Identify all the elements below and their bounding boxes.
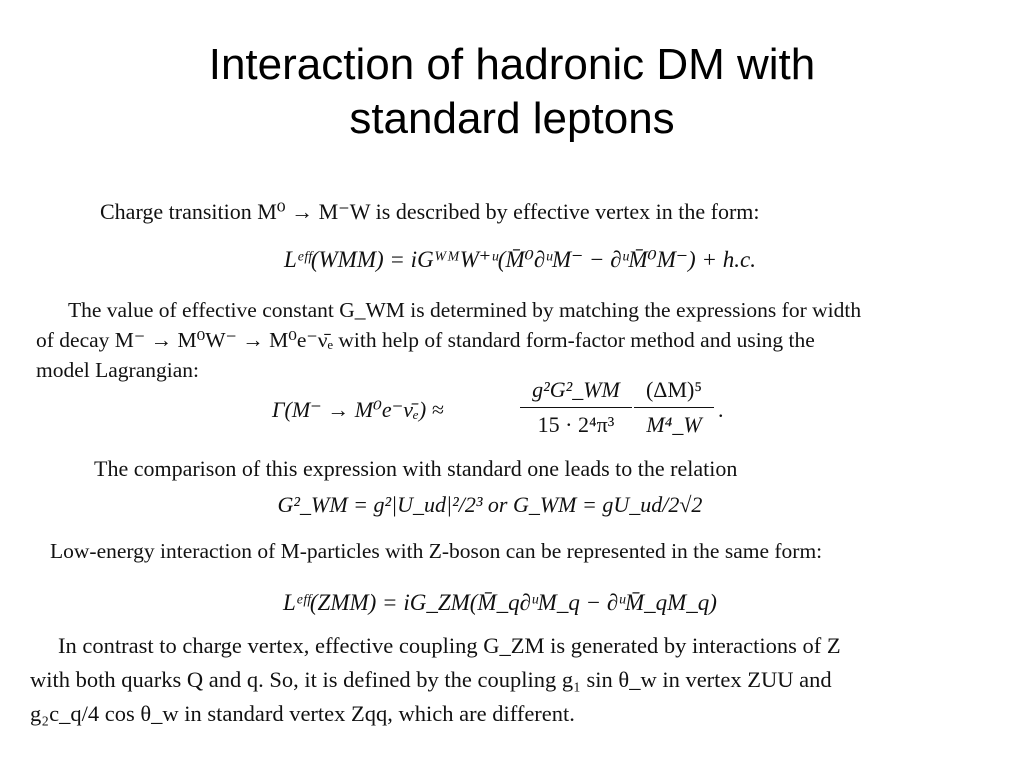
paragraph-comparison: The comparison of this expression with standard one leads to the relation bbox=[94, 456, 738, 481]
title-line-1: Interaction of hadronic DM with bbox=[208, 40, 816, 89]
eq2-fraction-2 bbox=[634, 377, 714, 438]
paragraph-gwm-line-3: model Lagrangian: bbox=[36, 358, 199, 382]
title-line-2: standard leptons bbox=[349, 94, 675, 143]
equation-gwm-relation: G²_WM = g²|U_ud|²/2³ or G_WM = gU_ud/2√2 bbox=[277, 492, 703, 517]
eq2-fraction-1-numerator: g²G²_WM bbox=[532, 377, 620, 402]
equation-effective-vertex-w: Lᵉᶠᶠ(WMM) = iGᵂᴹW⁺ᵘ(M̄⁰∂ᵘM⁻ − ∂ᵘM̄⁰M⁻) + h.c. bbox=[284, 247, 756, 272]
eq2-fraction-1-bar bbox=[520, 407, 632, 408]
eq2-fraction-1-denominator: 15 · 2⁴π³ bbox=[537, 412, 615, 437]
paragraph-gwm-line-1: The value of effective constant G_WM is determined by matching the expressions for width bbox=[68, 298, 862, 322]
slide-title bbox=[40, 38, 984, 146]
eq2-fraction-2-bar bbox=[634, 407, 714, 408]
paragraph-contrast-line-3: g₂c_q/4 cos θ_w in standard vertex Zqq, which are different. bbox=[30, 701, 575, 726]
paragraph-gwm-line-2: of decay M⁻ → M⁰W⁻ → M⁰e⁻ν̄ₑ with help of standard form-factor method and using the bbox=[36, 328, 815, 352]
eq2-fraction-2-numerator: (ΔM)⁵ bbox=[645, 377, 703, 402]
equation-decay-width bbox=[272, 377, 732, 447]
paragraph-contrast-line-2: with both quarks Q and q. So, it is defined by the coupling g₁ sin θ_w in vertex ZUU and bbox=[30, 667, 832, 692]
eq2-fraction-2-denominator: M⁴_W bbox=[646, 412, 702, 437]
paragraph-charge-transition: Charge transition M⁰ → M⁻W is described by effective vertex in the form: bbox=[100, 199, 760, 224]
eq2-period: . bbox=[718, 397, 724, 422]
eq2-fraction-1 bbox=[520, 377, 632, 438]
paragraph-z-boson: Low-energy interaction of M-particles with Z-boson can be represented in the same form: bbox=[50, 539, 823, 563]
paragraph-contrast-line-1: In contrast to charge vertex, effective coupling G_ZM is generated by interactions of Z bbox=[58, 633, 841, 658]
equation-effective-vertex-z: Lᵉᶠᶠ(ZMM) = iG_ZM(M̄_q∂ᵘM_q − ∂ᵘM̄_qM_q) bbox=[283, 590, 717, 615]
eq2-lhs: Γ(M⁻ → M⁰e⁻ν̄ₑ) ≈ bbox=[272, 397, 444, 422]
